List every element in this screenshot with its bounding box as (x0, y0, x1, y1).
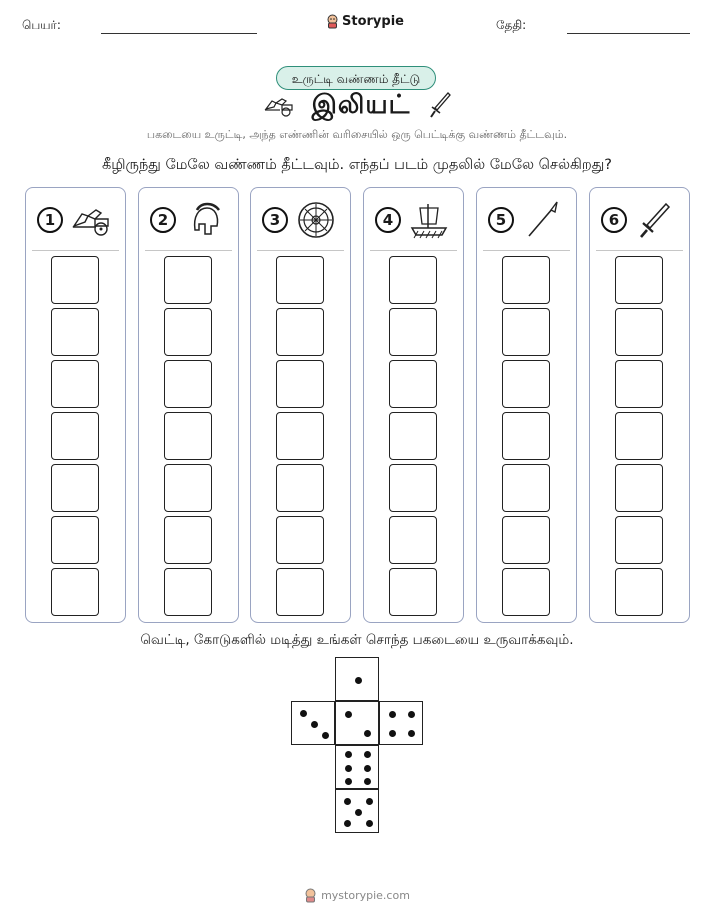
page-title (0, 90, 714, 123)
column-number: 4 (375, 207, 401, 233)
subtitle: பகடையை உருட்டி, அந்த எண்ணின் வரிசையில் ஒரு பெட்டிக்கு வண்ணம் தீட்டவும். (146, 128, 568, 141)
color-box[interactable] (615, 568, 663, 616)
color-box[interactable] (276, 412, 324, 460)
die-face-1 (335, 657, 379, 701)
shield-icon (295, 200, 337, 240)
color-box[interactable] (51, 516, 99, 564)
color-box[interactable] (51, 412, 99, 460)
sword-icon (428, 91, 452, 121)
color-box[interactable] (615, 256, 663, 304)
color-box[interactable] (164, 412, 212, 460)
color-box[interactable] (389, 412, 437, 460)
color-box[interactable] (276, 256, 324, 304)
color-box[interactable] (502, 412, 550, 460)
die-pip (364, 730, 371, 737)
column-1 (25, 187, 126, 623)
color-box[interactable] (502, 568, 550, 616)
color-box[interactable] (389, 568, 437, 616)
color-box[interactable] (502, 360, 550, 408)
color-box[interactable] (164, 464, 212, 512)
column-5 (476, 187, 577, 623)
color-box[interactable] (389, 516, 437, 564)
column-divider (370, 250, 457, 251)
color-box[interactable] (389, 360, 437, 408)
color-box[interactable] (615, 360, 663, 408)
die-pip (344, 820, 351, 827)
spear-icon (521, 200, 563, 240)
die-pip (364, 751, 371, 758)
color-box[interactable] (276, 568, 324, 616)
column-divider (145, 250, 232, 251)
sword-icon (634, 200, 676, 240)
color-box[interactable] (51, 464, 99, 512)
die-pip (344, 798, 351, 805)
column-number: 5 (488, 207, 514, 233)
column-divider (596, 250, 683, 251)
column-number: 3 (262, 207, 288, 233)
die-face-2 (335, 701, 379, 745)
storypie-mascot-icon (304, 888, 317, 903)
color-box[interactable] (51, 360, 99, 408)
die-pip (389, 730, 396, 737)
column-2 (138, 187, 239, 623)
die-pip (345, 765, 352, 772)
die-pip (345, 778, 352, 785)
die-face-4 (379, 701, 423, 745)
instruction: கீழிருந்து மேலே வண்ணம் தீட்டவும். எந்தப் படம் முதலில் மேலே செல்கிறது? (101, 157, 613, 173)
color-box[interactable] (164, 308, 212, 356)
color-box[interactable] (164, 360, 212, 408)
die-pip (364, 778, 371, 785)
die-pip (345, 751, 352, 758)
color-box[interactable] (276, 360, 324, 408)
column-divider (257, 250, 344, 251)
name-field-line[interactable] (101, 33, 257, 34)
die-pip (355, 677, 362, 684)
color-box[interactable] (51, 568, 99, 616)
color-box[interactable] (164, 256, 212, 304)
brand-logo (326, 14, 404, 29)
chariot-icon (70, 200, 112, 240)
die-pip (366, 820, 373, 827)
color-box[interactable] (164, 568, 212, 616)
die-pip (311, 721, 318, 728)
footer (0, 888, 714, 903)
column-4 (363, 187, 464, 623)
column-6 (589, 187, 690, 623)
color-box[interactable] (615, 516, 663, 564)
die-pip (364, 765, 371, 772)
color-box[interactable] (502, 256, 550, 304)
brand-name: Storypie (342, 14, 404, 29)
name-label: பெயர்: (22, 18, 61, 32)
color-box[interactable] (389, 464, 437, 512)
die-pip (389, 711, 396, 718)
date-label: தேதி: (496, 18, 527, 32)
die-pip (322, 732, 329, 739)
color-box[interactable] (502, 516, 550, 564)
die-pip (366, 798, 373, 805)
color-box[interactable] (502, 464, 550, 512)
die-pip (345, 711, 352, 718)
color-box[interactable] (615, 464, 663, 512)
color-box[interactable] (389, 256, 437, 304)
color-box[interactable] (615, 308, 663, 356)
color-box[interactable] (502, 308, 550, 356)
column-3 (250, 187, 351, 623)
column-divider (483, 250, 570, 251)
column-number: 6 (601, 207, 627, 233)
title-text: இலியட் (311, 90, 411, 120)
ship-icon (408, 200, 450, 240)
color-box[interactable] (164, 516, 212, 564)
cut-instruction: வெட்டி, கோடுகளில் மடித்து உங்கள் சொந்த பகடையை உருவாக்கவும். (140, 632, 574, 648)
die-face-6 (335, 745, 379, 789)
die-face-5 (335, 789, 379, 833)
helmet-icon (183, 200, 225, 240)
die-pip (408, 730, 415, 737)
footer-url: mystorypie.com (321, 889, 410, 902)
color-box[interactable] (51, 308, 99, 356)
storypie-mascot-icon (326, 14, 339, 29)
color-box[interactable] (51, 256, 99, 304)
color-box[interactable] (276, 464, 324, 512)
date-field-line[interactable] (567, 33, 690, 34)
color-box[interactable] (389, 308, 437, 356)
column-divider (32, 250, 119, 251)
die-pip (408, 711, 415, 718)
color-box[interactable] (615, 412, 663, 460)
die-pip (300, 710, 307, 717)
column-number: 1 (37, 207, 63, 233)
chariot-icon (262, 95, 296, 117)
column-number: 2 (150, 207, 176, 233)
die-pip (355, 809, 362, 816)
die-face-3 (291, 701, 335, 745)
activity-pill: உருட்டி வண்ணம் தீட்டு (276, 66, 436, 90)
color-box[interactable] (276, 308, 324, 356)
color-box[interactable] (276, 516, 324, 564)
